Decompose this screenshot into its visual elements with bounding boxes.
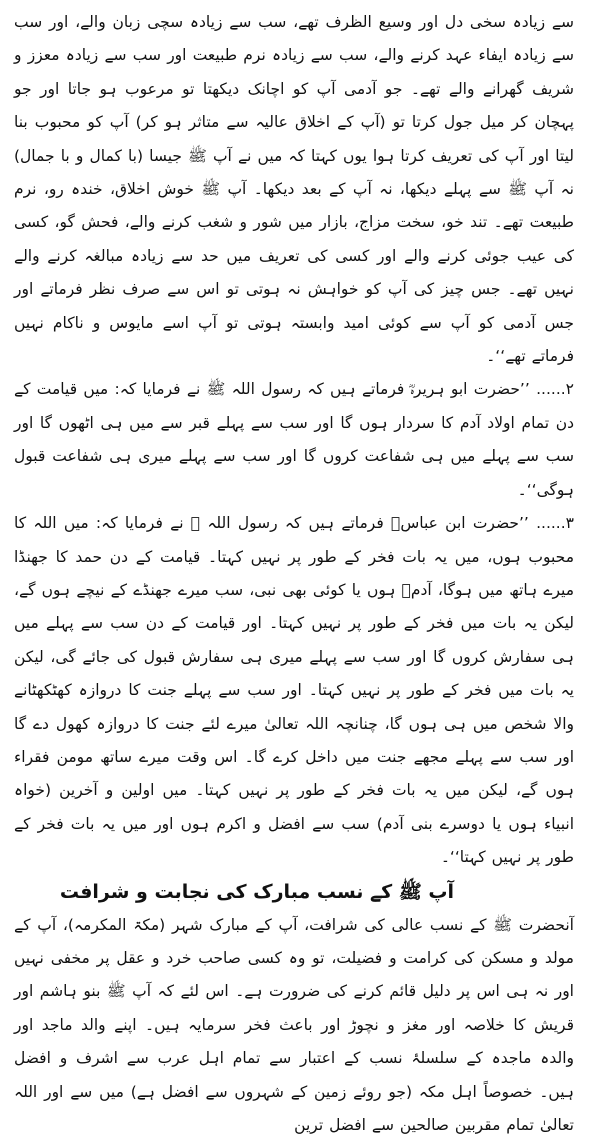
paragraph-hadith-3: ۳...... ’’حضرت ابن عباسؓ فرماتے ہیں کہ رسول اللہ ﷺ نے فرمایا کہ: میں اللہ کا محبوب ہوں، میں یہ بات فخر کے طور پر نہیں کہتا۔ قیامت کے دن حمد کا جھنڈا میرے ہاتھ میں ہوگا، آدمؑ ہوں یا کوئی بھی نبی، سب میرے جھنڈے کے نیچے ہوں گے، لیکن یہ بات میں فخر کے طور پر نہیں کہتا۔ اور قیامت کے دن سب سے پہلے میں ہی سفارش کروں گا اور سب سے پہلے میری ہی سفارش قبول کی جائے گی، لیکن یہ بات میں فخر کے طور پر نہیں کہتا۔ اور سب سے پہلے جنت کا دروازہ کھٹکھٹانے والا شخص میں ہی ہوں گا، چنانچہ اللہ تعالیٰ میرے لئے جنت کا دروازہ کھول دے گا اور سب سے پہلے مجھے جنت میں داخل کرے گا۔ اس وقت میرے ساتھ مومن فقراء ہوں گے، لیکن میں یہ بات فخر کے طور پر نہیں کہتا۔ میں اولین و آخرین (خواہ انبیاء ہوں یا دوسرے بنی آدم) سب سے افضل و اکرم ہوں اور میں یہ بات فخر کے طور پر نہیں کہتا‘‘۔ [14, 514, 574, 867]
paragraph-lineage: آنحضرت ﷺ کے نسب عالی کی شرافت، آپ کے مبارک شہر (مکۃ المکرمہ)، آپ کے مولد و مسکن کی کرامت و فضیلت، تو وہ کسی صاحب خرد و عقل پر مخفی نہیں اور نہ ہی اس پر دلیل قائم کرنے کی ضرورت ہے۔ اس لئے کہ آپ ﷺ بنو ہاشم اور قریش کا خلاصہ اور مغز و نچوڑ اور باعث فخر سرمایہ ہیں۔ اپنے والد ماجد اور والدہ ماجدہ کے سلسلۂ نسب کے اعتبار سے تمام اہل عرب سے اشرف و افضل ہیں۔ خصوصاً اہل مکہ (جو روئے زمین کے شہروں سے افضل ہے) میں سے اور اللہ تعالیٰ تمام مقربین صالحین سے افضل ترین [14, 915, 574, 1134]
paragraph-hadith-2: ۲...... ’’حضرت ابو ہریرہؓ فرماتے ہیں کہ رسول اللہ ﷺ نے فرمایا کہ: میں قیامت کے دن تمام اولاد آدم کا سردار ہوں گا اور سب سے پہلے قبر سے میں ہی اٹھوں گا اور سب سے پہلے میں ہی شفاعت کروں گا اور سب سے پہلے میری ہی شفاعت قبول ہوگی‘‘۔ [14, 380, 574, 499]
section-heading: آپ ﷺ کے نسب مبارک کی نجابت و شرافت [59, 880, 454, 903]
paragraph-intro: سے زیادہ سخی دل اور وسیع الظرف تھے، سب سے زیادہ سچی زبان والے، اور سب سے زیادہ ایفاء عہد کرنے والے، سب سے زیادہ نرم طبیعت اور سب سے زیادہ معزز و شریف گھرانے والے تھے۔ جو آدمی آپ کو اچانک دیکھتا تو مرعوب ہو جاتا اور جو پہچان کر میل جول کرتا تو (آپ کے اخلاق عالیہ سے متاثر ہو کر) آپ کو محبوب بنا لیتا اور آپ کی تعریف کرتا ہوا یوں کہتا کہ میں نے آپ ﷺ جیسا (با کمال و با جمال) نہ آپ ﷺ سے پہلے دیکھا، نہ آپ کے بعد دیکھا۔ آپ ﷺ خوش اخلاق، خندہ رو، نرم طبیعت تھے۔ تند خو، سخت مزاج، بازار میں شور و شغب کرنے والے، فحش گو، کسی کی عیب جوئی کرنے والے اور کسی کی تعریف میں حد سے زیادہ مبالغہ کرنے والے نہیں تھے۔ جس چیز کی آپ کو خواہش نہ ہوتی تو اس سے صرف نظر فرماتے اور جس آدمی کو آپ سے کوئی امید وابستہ ہوتی تو آپ اسے مایوس و ناکام نہیں فرماتے تھے‘‘۔ [14, 13, 574, 366]
